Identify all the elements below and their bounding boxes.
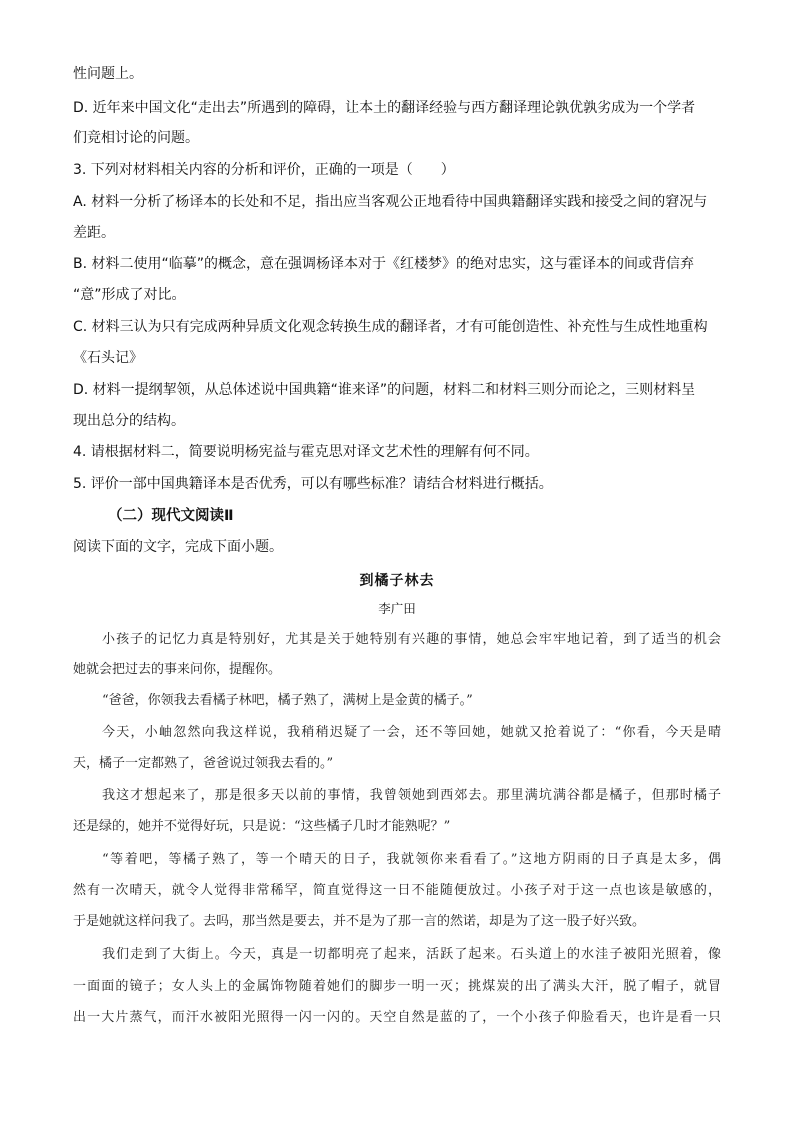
q3-option-a-line1: A. 材料一分析了杨译本的长处和不足，指出应当客观公正地看待中国典籍翻译实践和接受之间的窘况与	[73, 194, 708, 210]
q4-question: 4. 请根据材料二，简要说明杨宪益与霍克思对译文艺术性的理解有何不同。	[73, 444, 539, 460]
article-p4-line2: 还是绿的，她并不觉得好玩，只是说：“这些橘子几时才能熟呢？”	[73, 819, 451, 834]
q2-option-d-line1: D. 近年来中国文化“走出去”所遇到的障碍，让本土的翻译经验与西方翻译理论孰优孰劣成为一个学者	[73, 100, 696, 116]
article-p5-line1: “等着吧，等橘子熟了，等一个晴天的日子，我就领你来看看了。”这地方阴雨的日子真是太多，偶	[102, 852, 721, 867]
article-p5-line2: 然有一次晴天，就令人觉得非常稀罕，简直觉得这一日不能随便放过。小孩子对于这一点也该是敏感的，	[73, 883, 721, 898]
q3-option-d-line1: D. 材料一提纲挈领，从总体述说中国典籍“谁来译”的问题，材料二和材料三则分而论之，三则材料呈	[73, 382, 696, 398]
section-title: （二）现代文阅读Ⅱ	[108, 508, 234, 524]
q3-stem: 3. 下列对材料相关内容的分析和评价，正确的一项是（ ）	[73, 162, 455, 178]
q3-option-b-line1: B. 材料二使用“临摹”的概念，意在强调杨译本对于《红楼梦》的绝对忠实，这与霍译本的间或背信弃	[73, 256, 695, 272]
q3-option-d-line2: 现出总分的结构。	[73, 413, 185, 429]
q2-tail-line: 性问题上。	[73, 66, 143, 82]
article-p6-line1: 我们走到了大街上。今天，真是一切都明亮了起来，活跃了起来。石头道上的水洼子被阳光照着，像	[102, 947, 721, 962]
article-p5-line3: 于是她就这样问我了。去吗，那当然是要去，并不是为了那一言的然诺，却是为了这一股子好兴致。	[73, 914, 646, 929]
article-author: 李广田	[378, 601, 416, 616]
q2-option-d-line2: 们竞相讨论的问题。	[73, 130, 199, 146]
article-p1-line2: 她就会把过去的事来问你，提醒你。	[73, 662, 282, 677]
q3-option-b-line2: “意”形成了对比。	[73, 287, 186, 303]
article-p4-line1: 我这才想起来了，那是很多天以前的事情，我曾领她到西郊去。那里满坑满谷都是橘子，但那时橘子	[102, 788, 721, 803]
article-p1-line1: 小孩子的记忆力真是特别好，尤其是关于她特别有兴趣的事情，她总会牢牢地记着，到了适当的机会	[102, 632, 721, 647]
q5-question: 5. 评价一部中国典籍译本是否优秀，可以有哪些标准？请结合材料进行概括。	[73, 476, 553, 492]
article-p3-line2: 天，橘子一定都熟了，爸爸说过领我去看的。”	[73, 756, 334, 771]
q3-option-c-line2: 《石头记》	[73, 350, 143, 366]
q3-option-a-line2: 差距。	[73, 225, 115, 241]
article-p6-line3: 出一大片蒸气，而汗水被阳光照得一闪一闪的。天空自然是蓝的了，一个小孩子仰脸看天，也许是看一只	[73, 1010, 721, 1025]
reading-instruction: 阅读下面的文字，完成下面小题。	[73, 539, 283, 555]
article-p2: “爸爸，你领我去看橘子林吧，橘子熟了，满树上是金黄的橘子。”	[102, 693, 473, 708]
article-title: 到橘子林去	[359, 573, 435, 589]
article-p3-line1: 今天，小岫忽然向我这样说，我稍稍迟疑了一会，还不等回她，她就又抢着说了：“你看，今天是晴	[102, 725, 721, 740]
article-p6-line2: 一面面的镜子；女人头上的金属饰物随着她们的脚步一明一灭；挑煤炭的出了满头大汗，脱了帽子，就冒	[73, 979, 721, 994]
q3-option-c-line1: C. 材料三认为只有完成两种异质文化观念转换生成的翻译者，才有可能创造性、补充性与生成性地重构	[73, 319, 708, 335]
